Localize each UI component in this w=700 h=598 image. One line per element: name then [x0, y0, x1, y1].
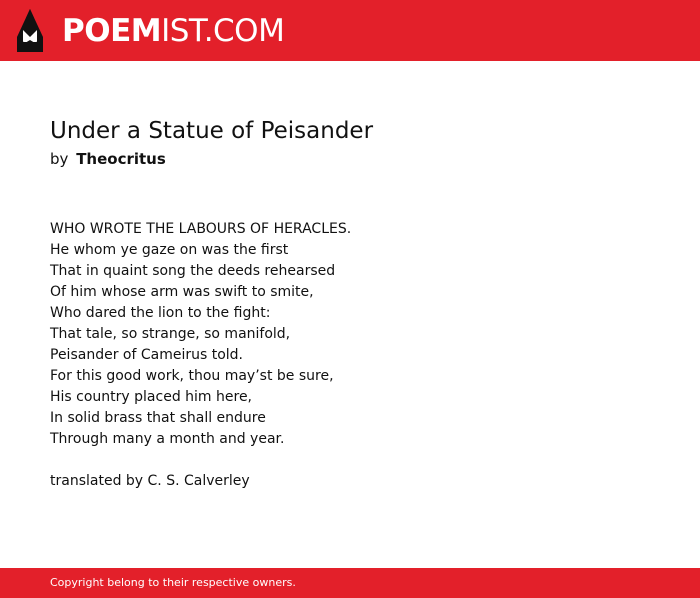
byline: [50, 149, 166, 169]
poem-title: Under a Statue of Peisander: [50, 118, 374, 144]
poem-line: His country placed him here,: [50, 389, 253, 405]
poem-line: Of him whose arm was swift to smite,: [50, 284, 314, 300]
logo-light-text: IST.COM: [161, 13, 285, 49]
poem-line: WHO WROTE THE LABOURS OF HERACLES.: [50, 221, 352, 237]
by-label: by: [50, 150, 69, 168]
poem-line: In solid brass that shall endure: [50, 410, 266, 426]
pencil-icon[interactable]: [17, 9, 43, 52]
poem-line: Who dared the lion to the fight:: [50, 305, 271, 321]
site-header: [0, 0, 700, 61]
site-footer: [0, 568, 700, 598]
poem-line: Through many a month and year.: [50, 431, 285, 447]
poem-line: For this good work, thou may’st be sure,: [50, 368, 334, 384]
copyright-text: Copyright belong to their respective owners.: [50, 576, 296, 589]
poem-line: He whom ye gaze on was the first: [50, 242, 289, 258]
poem-line: That tale, so strange, so manifold,: [50, 326, 291, 342]
poem-line: Peisander of Cameirus told.: [50, 347, 243, 363]
site-logo-link[interactable]: [62, 11, 284, 51]
author-link[interactable]: Theocritus: [76, 150, 166, 168]
poem-body: [50, 219, 351, 450]
poem-line: That in quaint song the deeds rehearsed: [50, 263, 336, 279]
logo-bold-text: POEM: [62, 13, 162, 49]
translator-credit: translated by C. S. Calverley: [50, 473, 250, 489]
